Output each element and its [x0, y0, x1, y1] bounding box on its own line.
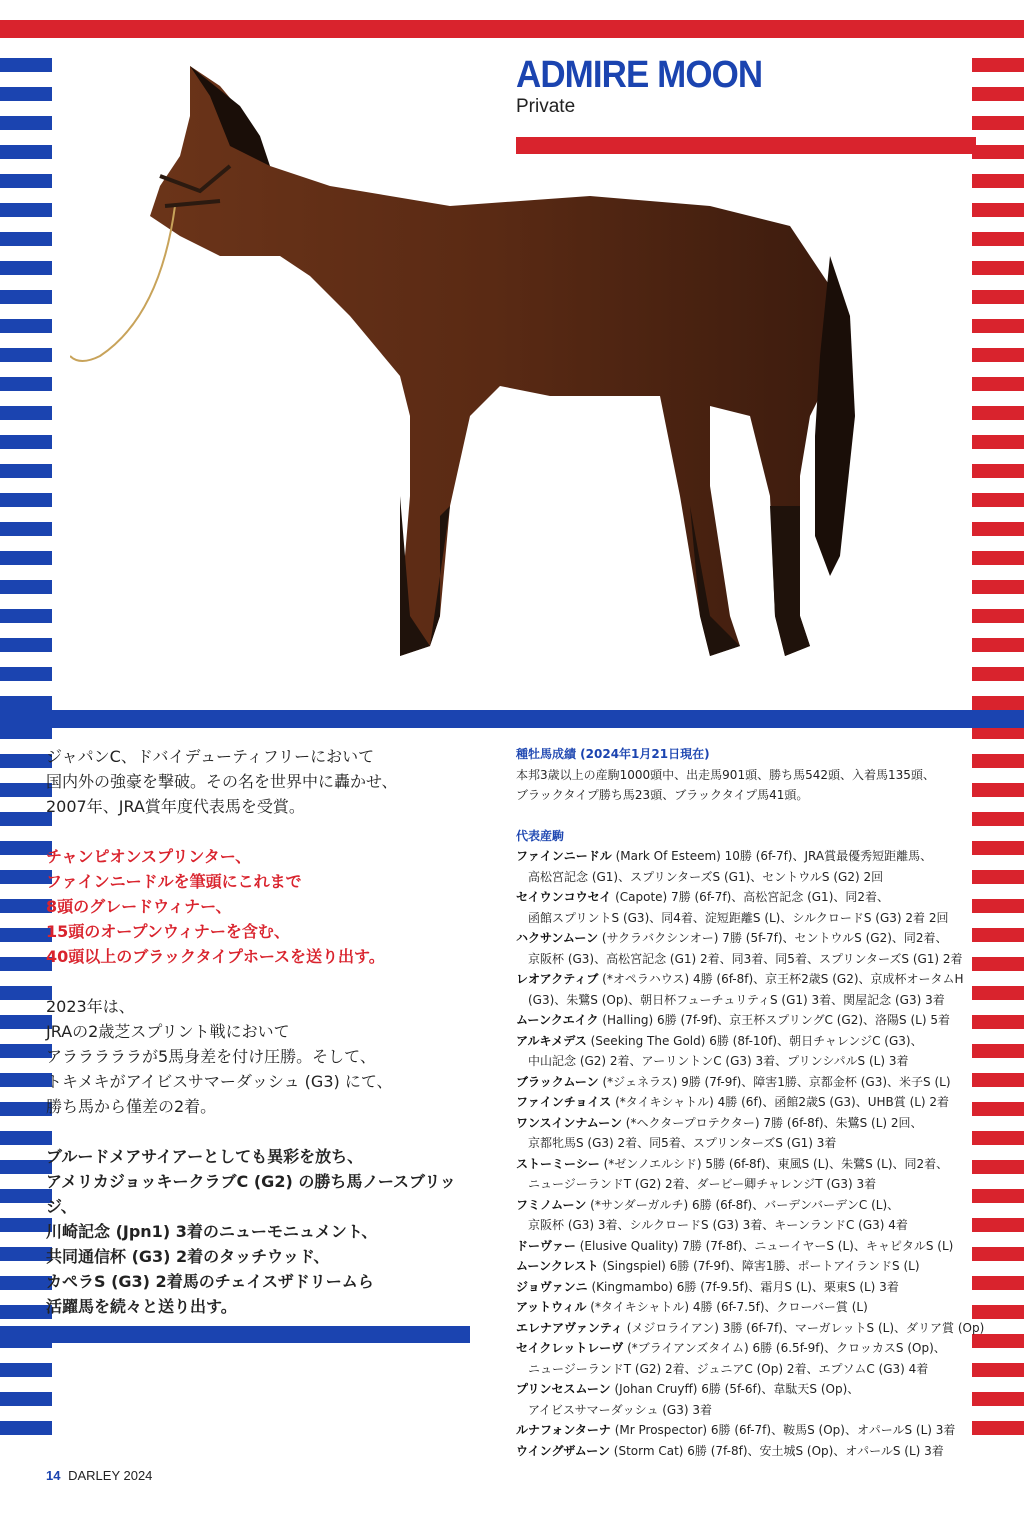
stripe	[0, 203, 52, 217]
stripe	[0, 406, 52, 420]
progeny-heading: 代表産駒	[516, 828, 565, 843]
progeny-item	[516, 1154, 966, 1175]
stripe	[0, 638, 52, 652]
progeny-record-continued: 京都牝馬S (G3) 2着、同5着、スプリンターズS (G1) 3着	[528, 1136, 837, 1150]
stripe	[0, 1044, 52, 1058]
stripe	[0, 58, 52, 72]
stripe	[0, 1247, 52, 1261]
stripe	[972, 203, 1024, 217]
intro-line: 2007年、JRA賞年度代表馬を受賞。	[46, 797, 305, 816]
progeny-record: (Mark Of Esteem) 10勝 (6f-7f)、JRA賞最優秀短距離馬、	[611, 849, 933, 863]
page-subtitle: Private	[516, 96, 576, 117]
stripe	[972, 870, 1024, 884]
progeny-name: ブラックムーン	[516, 1074, 599, 1089]
stripe	[0, 232, 52, 246]
intro-line: アメリカジョッキークラブC (G2) の勝ち馬ノースブリッジ、	[46, 1172, 456, 1216]
stripe	[972, 261, 1024, 275]
progeny-name: ワンスインナムーン	[516, 1115, 622, 1130]
progeny-record: (Seeking The Gold) 6勝 (8f-10f)、朝日チャレンジC (G3)、	[586, 1033, 923, 1048]
progeny-name: エレナアヴァンティ	[516, 1320, 623, 1335]
stripe	[972, 1421, 1024, 1435]
progeny-record-continued: 高松宮記念 (G1)、スプリンターズS (G1)、セントウルS (G2) 2回	[528, 869, 884, 884]
stripe	[0, 174, 52, 188]
stripe	[972, 1073, 1024, 1087]
title-red-bar	[516, 137, 976, 154]
stripe	[972, 609, 1024, 623]
stripe	[0, 1189, 52, 1203]
intro-line: ブルードメアサイアーとしても異彩を放ち、	[46, 1147, 364, 1166]
progeny-record: (メジロライアン) 3勝 (6f-7f)、マーガレットS (L)、ダリア賞 (Op)	[622, 1320, 985, 1335]
stripe	[972, 783, 1024, 797]
progeny-item	[516, 1113, 966, 1134]
intro-line: 勝ち馬から僅差の2着。	[46, 1097, 217, 1116]
stripe	[972, 667, 1024, 681]
stripe	[0, 754, 52, 768]
stripe	[0, 1421, 52, 1435]
progeny-name: ルナフォンターナ	[516, 1423, 611, 1437]
progeny-record: (サクラバクシンオー) 7勝 (5f-7f)、セントウルS (G2)、同2着、	[598, 931, 948, 945]
page-footer	[46, 1468, 152, 1483]
stripe	[972, 435, 1024, 449]
stripe	[0, 435, 52, 449]
progeny-name: ムーンクエイク	[516, 1013, 599, 1027]
stripe	[0, 609, 52, 623]
progeny-item	[516, 1072, 966, 1093]
progeny-name: プリンセスムーン	[516, 1382, 611, 1396]
stripe	[972, 1392, 1024, 1406]
stripe	[972, 377, 1024, 391]
progeny-record: (*タイキシャトル) 4勝 (6f)、函館2歳S (G3)、UHB賞 (L) 2着	[611, 1095, 950, 1109]
progeny-item	[516, 1338, 966, 1359]
progeny-record: (*ヘクタープロテクター) 7勝 (6f-8f)、朱鷺S (L) 2回、	[621, 1115, 923, 1130]
right-red-stripes	[972, 58, 1024, 1450]
progeny-record-continued: 京阪杯 (G3)、高松宮記念 (G1) 2着、同3着、同5着、スプリンターズS (G1) 2着	[528, 951, 963, 966]
progeny-name: セイクレットレーヴ	[516, 1341, 624, 1355]
stripe	[0, 348, 52, 362]
progeny-item	[516, 1441, 966, 1462]
stripe	[0, 261, 52, 275]
stripe	[972, 522, 1024, 536]
progeny-record-continued: アイビスサマーダッシュ (G3) 3着	[528, 1402, 713, 1417]
intro-line: ファインニードルを筆頭にこれまで	[46, 872, 302, 891]
progeny-item	[516, 1010, 966, 1031]
progeny-record-continued: ニュージーランドT (G2) 2着、ジュニアC (Op) 2着、エプソムC (G3) 4着	[528, 1361, 929, 1376]
intro-line: 15頭のオープンウィナーを含む、	[46, 922, 290, 941]
progeny-item	[516, 1318, 985, 1339]
stripe	[0, 464, 52, 478]
stripe	[972, 1276, 1024, 1290]
stripe	[972, 1305, 1024, 1319]
stripe	[0, 783, 52, 797]
intro-line: ジャパンC、ドバイデューティフリーにおいて	[46, 747, 375, 766]
stripe	[972, 145, 1024, 159]
intro-line: カペラS (G3) 2着馬のチェイスザドリームら	[46, 1272, 374, 1291]
progeny-record-continued: 函館スプリントS (G3)、同4着、淀短距離S (L)、シルクロードS (G3) 2着 2回	[528, 910, 949, 925]
page-title: ADMIRE MOON	[516, 54, 763, 96]
progeny-item	[516, 1092, 966, 1113]
intro-line: 8頭のグレードウィナー、	[46, 897, 232, 916]
stripe	[0, 928, 52, 942]
stripe	[972, 1189, 1024, 1203]
stripe	[0, 493, 52, 507]
progeny-record: (*タイキシャトル) 4勝 (6f-7.5f)、クローバー賞 (L)	[586, 1300, 868, 1314]
stripe	[0, 1073, 52, 1087]
progeny-name: ハクサンムーン	[516, 931, 599, 945]
progeny-name: ドーヴァー	[516, 1238, 576, 1253]
stripe	[972, 232, 1024, 246]
stripe	[0, 1218, 52, 1232]
stripe	[0, 870, 52, 884]
stripe	[0, 1102, 52, 1116]
progeny-record-continued: 京阪杯 (G3) 3着、シルクロードS (G3) 3着、キーンランドC (G3) 4着	[528, 1218, 908, 1232]
stripe	[972, 957, 1024, 971]
footer-text: DARLEY 2024	[68, 1468, 153, 1483]
stripe	[0, 1131, 52, 1145]
progeny-record: (Capote) 7勝 (6f-7f)、高松宮記念 (G1)、同2着、	[611, 890, 890, 904]
progeny-name: ムーンクレスト	[516, 1259, 599, 1273]
progeny-item	[516, 969, 966, 990]
intro-line: 川崎記念 (Jpn1) 3着のニューモニュメント、	[46, 1222, 378, 1241]
stripe	[0, 667, 52, 681]
progeny-item	[516, 887, 966, 908]
stripe	[972, 899, 1024, 913]
stripe	[972, 1044, 1024, 1058]
intro-paragraph-4	[46, 1144, 486, 1319]
stripe	[0, 551, 52, 565]
intro-text	[46, 744, 486, 1344]
stripe	[972, 986, 1024, 1000]
intro-paragraph-1	[46, 744, 486, 819]
progeny-record: (Mr Prospector) 6勝 (6f-7f)、鞍馬S (Op)、オパールS (L) 3着	[610, 1423, 956, 1437]
progeny-name: ストーミーシー	[516, 1156, 600, 1171]
stripe	[0, 899, 52, 913]
stats-column	[516, 744, 985, 1461]
progeny-record: (Johan Cruyff) 6勝 (5f-6f)、韋駄天S (Op)、	[610, 1382, 860, 1396]
stripe	[0, 812, 52, 826]
progeny-name: ウイングザムーン	[516, 1443, 610, 1458]
progeny-item	[516, 1031, 966, 1052]
stripe	[972, 696, 1024, 710]
progeny-record: (*ジェネラス) 9勝 (7f-9f)、障害1勝、京都金杯 (G3)、米子S (L)	[598, 1074, 951, 1089]
progeny-record: (*サンダーガルチ) 6勝 (6f-8f)、バーデンバーデンC (L)、	[586, 1197, 900, 1212]
stripe	[972, 348, 1024, 362]
progeny-record: (*ゼンノエルシド) 5勝 (6f-8f)、東風S (L)、朱鷺S (L)、同2着、	[599, 1156, 949, 1171]
progeny-item	[516, 1256, 966, 1277]
stripe	[972, 319, 1024, 333]
stripe	[972, 1160, 1024, 1174]
stripe	[972, 174, 1024, 188]
stats-line: ブラックタイプ勝ち馬23頭、ブラックタイプ馬41頭。	[516, 788, 809, 802]
intro-line: アラララララが5馬身差を付け圧勝。そして、	[46, 1047, 376, 1066]
stripe	[0, 1305, 52, 1319]
stripe	[0, 1363, 52, 1377]
stripe	[972, 464, 1024, 478]
stripe	[972, 551, 1024, 565]
intro-line: 国内外の強豪を撃破。その名を世界中に轟かせ、	[46, 772, 398, 791]
stats-heading: 種牡馬成績 (2024年1月21日現在)	[516, 747, 710, 761]
progeny-name: アルキメデス	[516, 1033, 587, 1048]
stripe	[972, 580, 1024, 594]
intro-line: JRAの2歳芝スプリント戦において	[46, 1022, 290, 1041]
progeny-record: (Kingmambo) 6勝 (7f-9.5f)、霜月S (L)、栗東S (L) 3着	[587, 1279, 899, 1294]
progeny-record-continued: ニュージーランドT (G2) 2着、ダービー卿チャレンジT (G3) 3着	[528, 1177, 877, 1191]
stats-body	[516, 765, 966, 806]
stripe	[972, 1131, 1024, 1145]
intro-line: 共同通信杯 (G3) 2着のタッチウッド、	[46, 1247, 330, 1266]
intro-line: トキメキがアイビスサマーダッシュ (G3) にて、	[46, 1072, 393, 1091]
stripe	[972, 841, 1024, 855]
left-blue-stripes	[0, 58, 52, 1450]
progeny-item	[516, 846, 966, 867]
top-red-bar	[0, 20, 1024, 38]
progeny-record-continued: (G3)、朱鷺S (Op)、朝日杯フューチュリティS (G1) 3着、関屋記念 (G3) 3着	[528, 992, 945, 1007]
stripe	[972, 1015, 1024, 1029]
progeny-record: (Storm Cat) 6勝 (7f-8f)、安土城S (Op)、オパールS (L) 3着	[609, 1443, 944, 1458]
stripe	[0, 87, 52, 101]
progeny-item	[516, 928, 966, 949]
stripe	[0, 290, 52, 304]
stripe	[972, 1334, 1024, 1348]
stripe	[0, 522, 52, 536]
intro-paragraph-highlight	[46, 844, 486, 969]
stripe	[0, 319, 52, 333]
progeny-record: (Halling) 6勝 (7f-9f)、京王杯スプリングC (G2)、洛陽S (L) 5着	[598, 1013, 950, 1027]
progeny-item	[516, 1297, 966, 1318]
progeny-list	[516, 846, 985, 1461]
stripe	[972, 406, 1024, 420]
stripe	[0, 1160, 52, 1174]
progeny-item	[516, 1195, 966, 1216]
progeny-item	[516, 1420, 966, 1441]
middle-blue-bar	[0, 710, 1024, 728]
stripe	[972, 1247, 1024, 1261]
progeny-record: (Elusive Quality) 7勝 (7f-8f)、ニューイヤーS (L)、キャピタルS (L)	[575, 1238, 954, 1253]
stripe	[0, 377, 52, 391]
page-number: 14	[46, 1468, 61, 1483]
progeny-name: レオアクティブ	[516, 972, 599, 986]
intro-line: 2023年は、	[46, 997, 135, 1016]
stripe	[972, 928, 1024, 942]
stripe	[972, 1102, 1024, 1116]
stripe	[972, 116, 1024, 130]
progeny-name: ファインチョイス	[516, 1095, 612, 1109]
stripe	[0, 116, 52, 130]
progeny-name: セイウンコウセイ	[516, 890, 612, 904]
stripe	[0, 1276, 52, 1290]
stripe	[0, 841, 52, 855]
progeny-name: アットウィル	[516, 1300, 587, 1314]
progeny-record: (*オペラハウス) 4勝 (6f-8f)、京王杯2歳S (G2)、京成杯オータムH	[598, 972, 964, 986]
progeny-name: フミノムーン	[516, 1197, 587, 1212]
progeny-item	[516, 1277, 966, 1298]
progeny-name: ジョヴァンニ	[516, 1279, 588, 1294]
stripe	[972, 58, 1024, 72]
progeny-name: ファインニードル	[516, 849, 612, 863]
progeny-item	[516, 1379, 966, 1400]
intro-paragraph-3	[46, 994, 486, 1119]
stripe	[972, 290, 1024, 304]
stripe	[972, 1218, 1024, 1232]
stripe	[972, 493, 1024, 507]
stripe	[972, 812, 1024, 826]
progeny-item	[516, 1236, 966, 1257]
stripe	[0, 696, 52, 710]
stripe	[972, 638, 1024, 652]
stripe	[972, 1363, 1024, 1377]
progeny-record-continued: 中山記念 (G2) 2着、アーリントンC (G3) 3着、プリンシパルS (L) 3着	[528, 1054, 909, 1068]
intro-line: 活躍馬を続々と送り出す。	[46, 1297, 237, 1316]
lower-blue-bar	[0, 1326, 470, 1343]
progeny-record: (*ブライアンズタイム) 6勝 (6.5f-9f)、クロッカスS (Op)、	[623, 1341, 946, 1355]
intro-line: チャンピオンスプリンター、	[46, 847, 252, 866]
stripe	[0, 957, 52, 971]
intro-line: 40頭以上のブラックタイプホースを送り出す。	[46, 947, 385, 966]
stripe	[0, 580, 52, 594]
stripe	[0, 1015, 52, 1029]
stripe	[0, 986, 52, 1000]
stripe	[0, 1392, 52, 1406]
stripe	[0, 145, 52, 159]
progeny-record: (Singspiel) 6勝 (7f-9f)、障害1勝、ポートアイランドS (L)	[598, 1259, 920, 1273]
stats-line: 本邦3歳以上の産駒1000頭中、出走馬901頭、勝ち馬542頭、入着馬135頭、	[516, 767, 935, 782]
stripe	[972, 754, 1024, 768]
stripe	[972, 87, 1024, 101]
